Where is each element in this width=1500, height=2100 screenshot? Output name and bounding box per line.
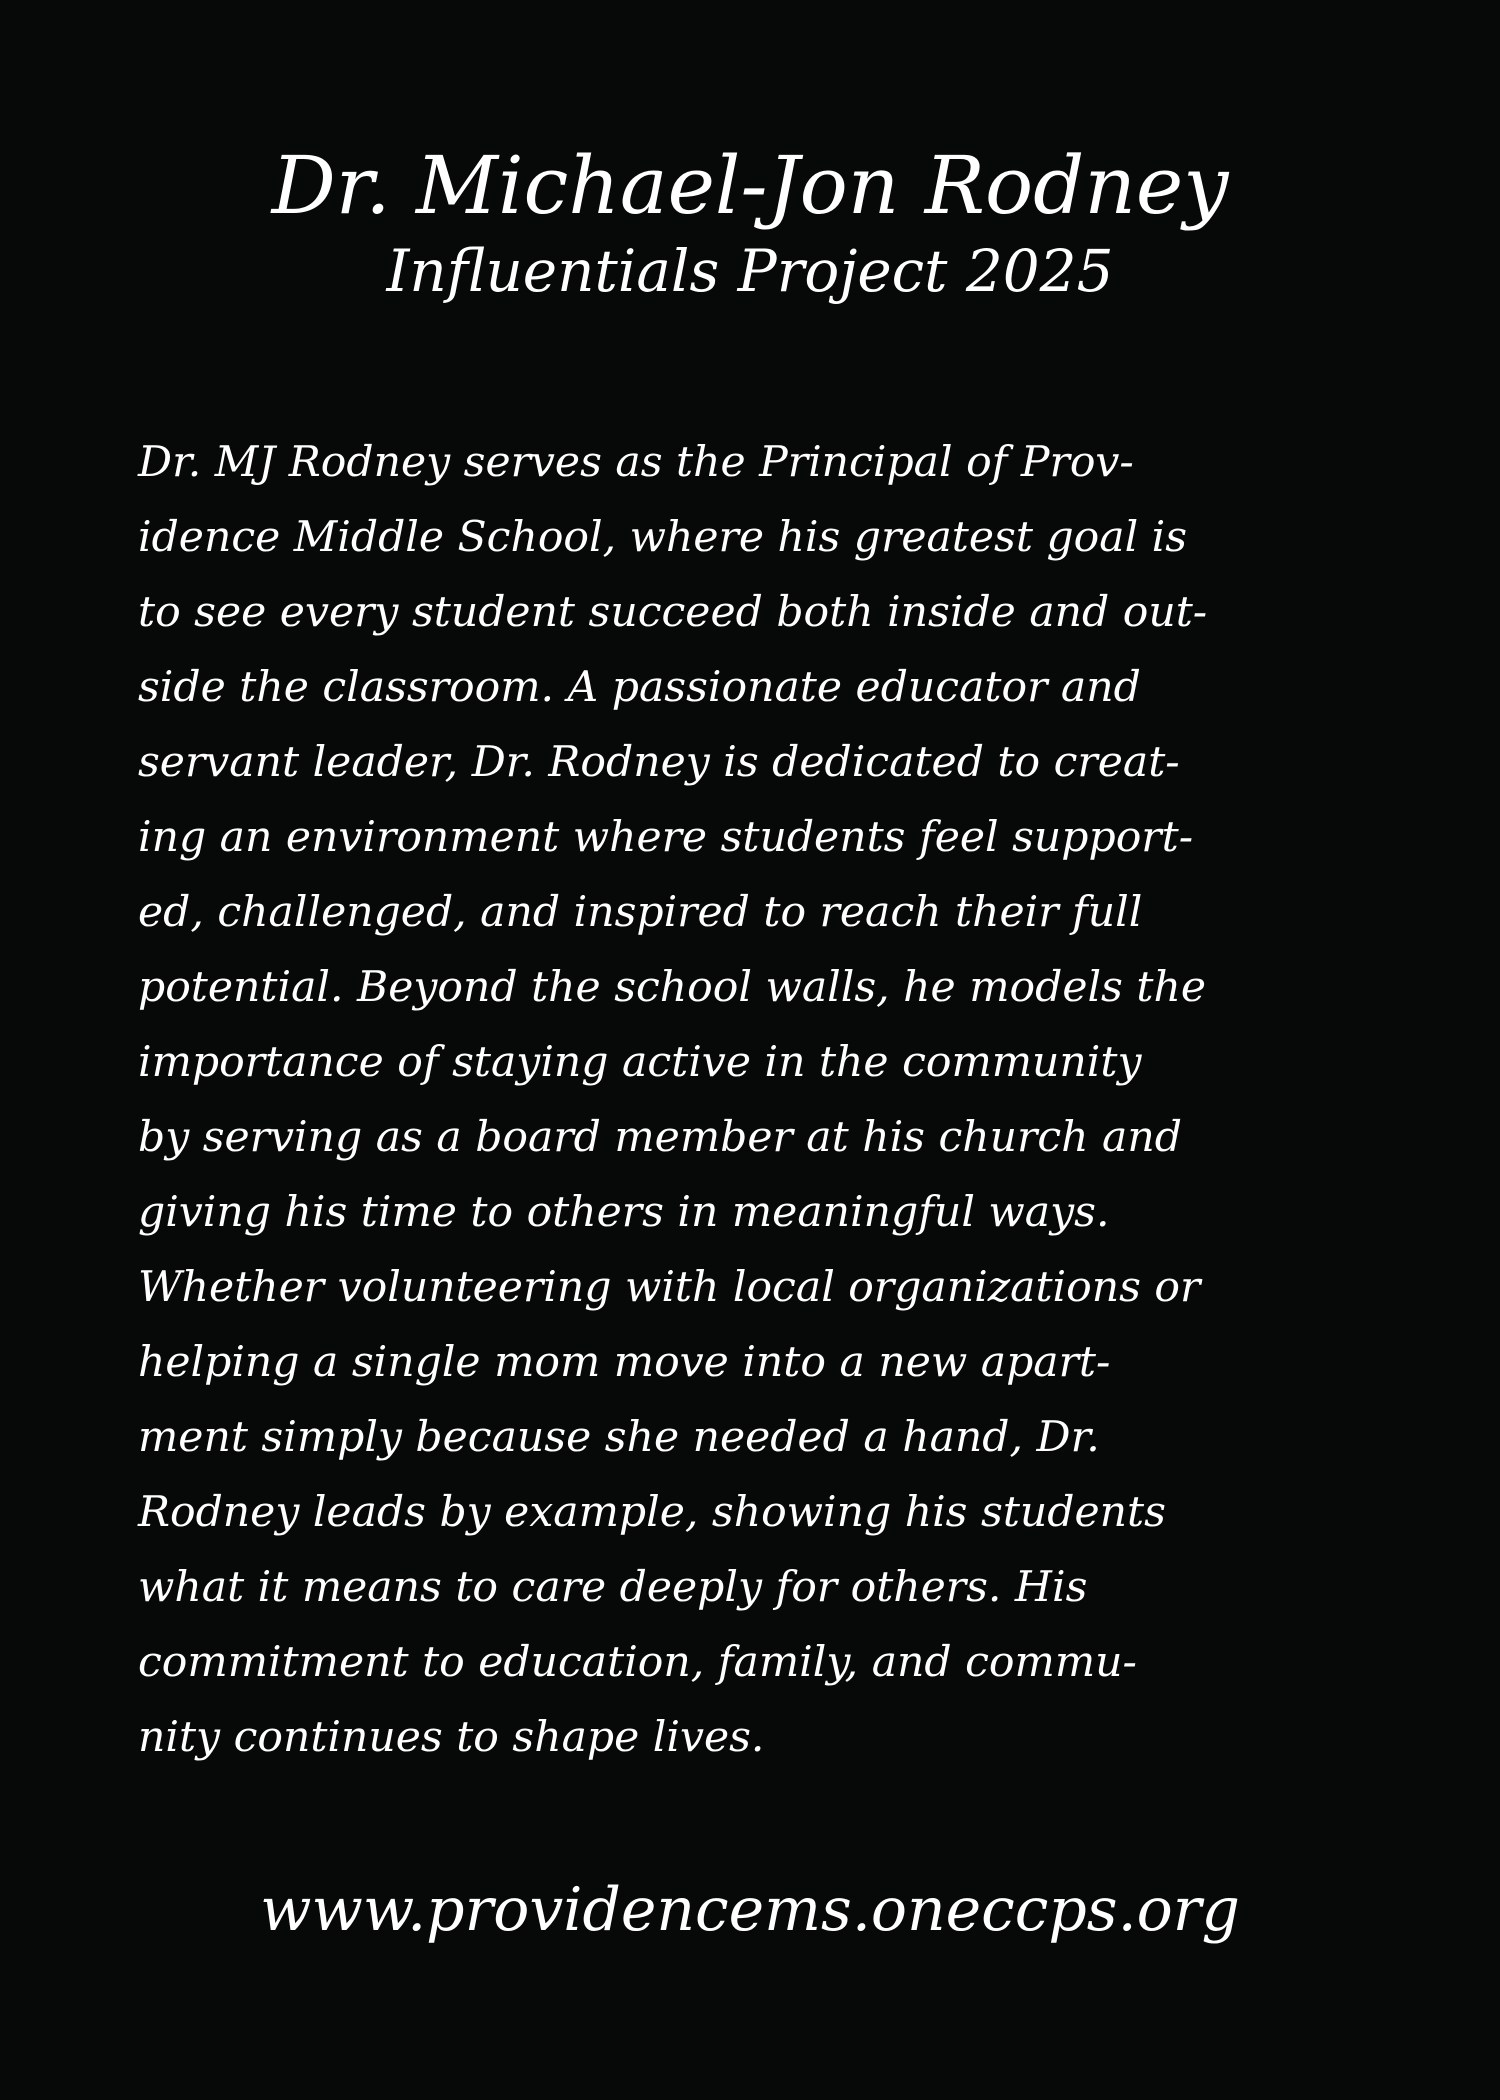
bio-line: ing an environment where students feel support-	[138, 813, 1194, 862]
page-subtitle: Influentials Project 2025	[386, 237, 1114, 305]
website-link[interactable]: www.providencems.oneccps.org	[260, 1875, 1240, 1945]
bio-paragraph	[138, 425, 1388, 1775]
bio-line: servant leader, Dr. Rodney is dedicated to creat-	[138, 738, 1180, 787]
bio-line: helping a single mom move into a new apart-	[138, 1338, 1111, 1387]
bio-line: Dr. MJ Rodney serves as the Principal of Prov-	[138, 438, 1134, 487]
bio-line: what it means to care deeply for others. His	[138, 1563, 1088, 1612]
bio-line: Rodney leads by example, showing his students	[138, 1488, 1166, 1537]
bio-line: ment simply because she needed a hand, Dr.	[138, 1413, 1100, 1462]
bio-line: Whether volunteering with local organizations or	[138, 1263, 1201, 1312]
bio-line: idence Middle School, where his greatest goal is	[138, 513, 1188, 562]
bio-line: by serving as a board member at his church and	[138, 1113, 1182, 1162]
bio-line: ed, challenged, and inspired to reach their full	[138, 888, 1143, 937]
bio-line: to see every student succeed both inside and out-	[138, 588, 1208, 637]
bio-line: nity continues to shape lives.	[138, 1713, 765, 1762]
bio-line: commitment to education, family, and commu-	[138, 1638, 1137, 1687]
bio-line: side the classroom. A passionate educator and	[138, 663, 1141, 712]
bio-line: giving his time to others in meaningful ways.	[138, 1188, 1110, 1237]
header	[0, 138, 1500, 306]
page-title: Dr. Michael-Jon Rodney	[271, 139, 1229, 232]
bio-line: potential. Beyond the school walls, he models the	[138, 963, 1206, 1012]
bio-line: importance of staying active in the community	[138, 1038, 1142, 1087]
